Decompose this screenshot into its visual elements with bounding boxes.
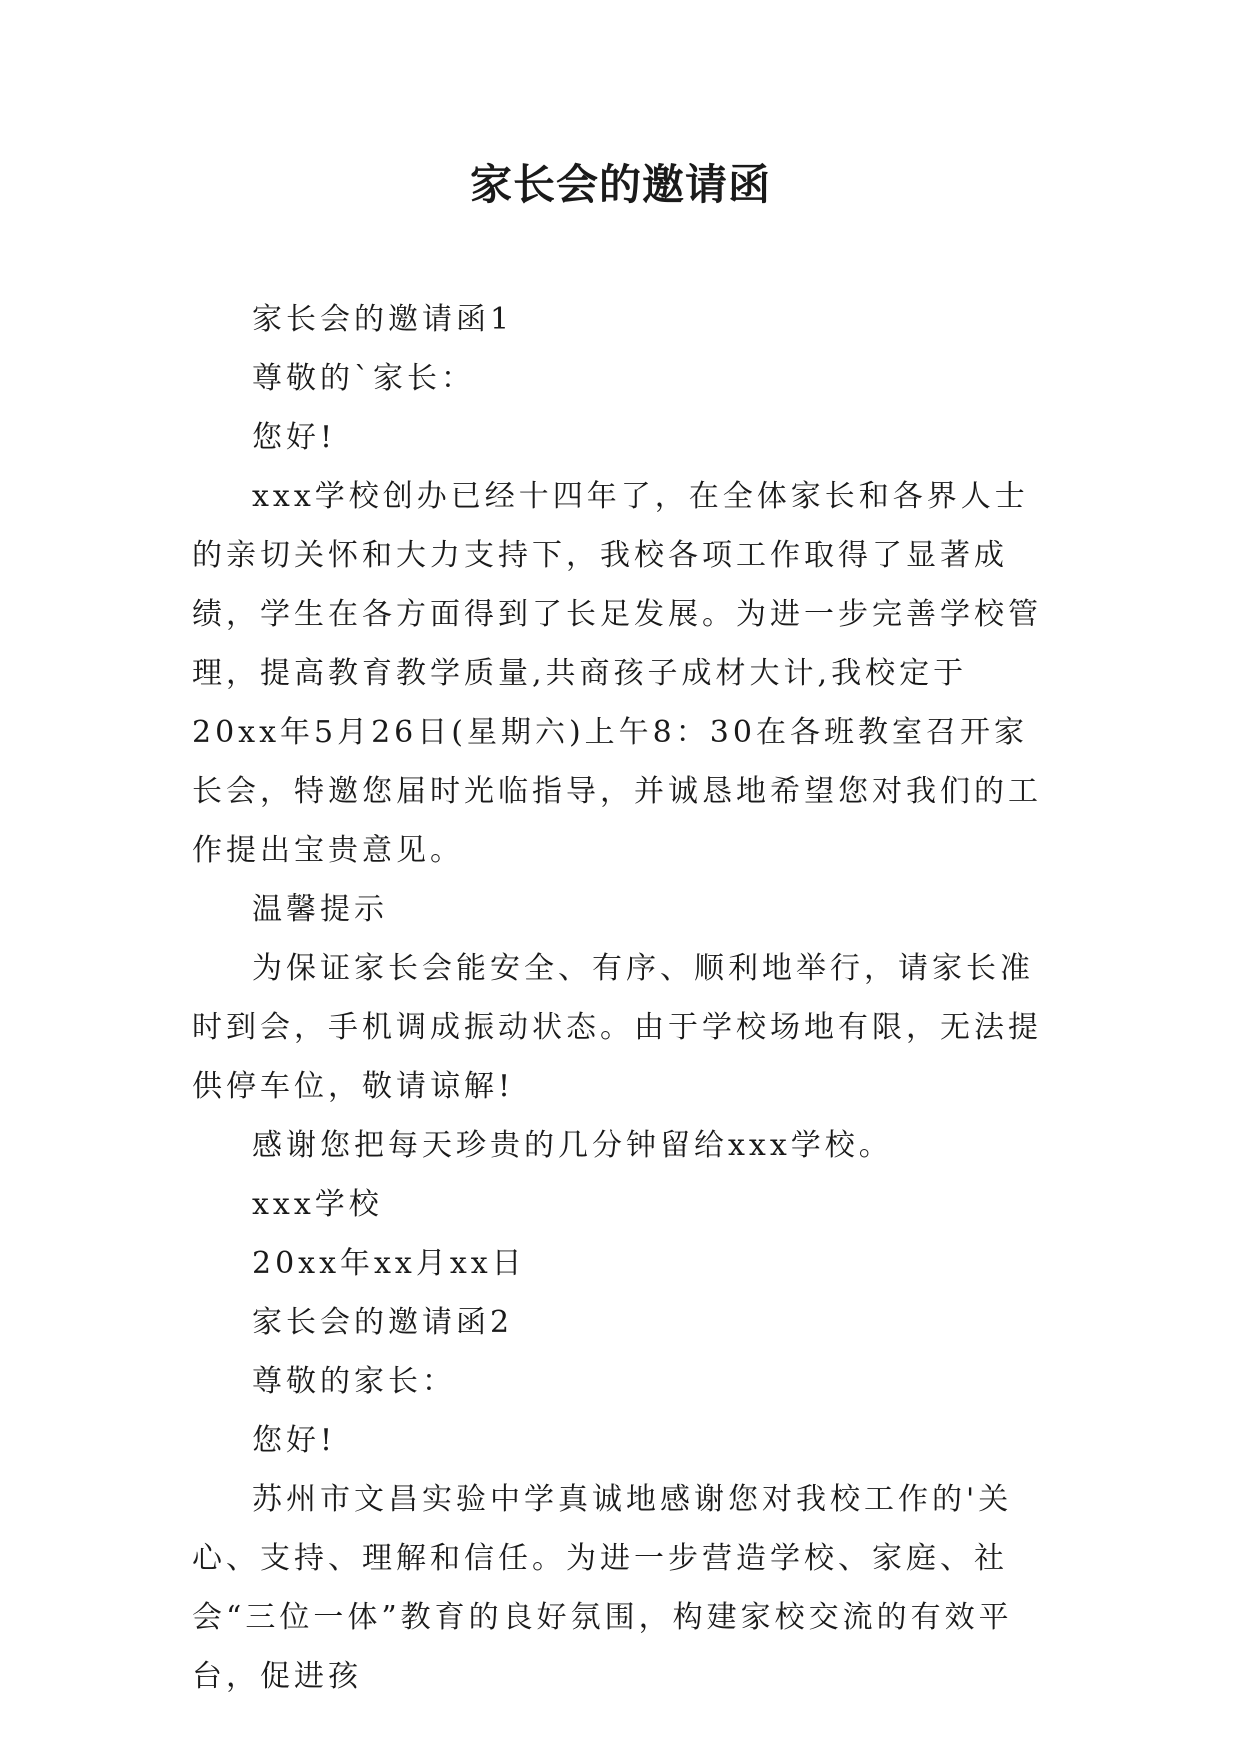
signature-school: xxx学校 xyxy=(252,1187,383,1222)
document-title: 家长会的邀请函 xyxy=(469,160,771,209)
salutation-2: 尊敬的家长： xyxy=(252,1364,456,1399)
section-heading-2: 家长会的邀请函2 xyxy=(252,1305,514,1340)
tips-paragraph: 为保证家长会能安全、有序、顺利地举行，请家长准时到会，手机调成振动状态。由于学校场地有限，无法提供停车位，敬请谅解! xyxy=(192,951,1042,1104)
thanks-line: 感谢您把每天珍贵的几分钟留给xxx学校。 xyxy=(252,1128,893,1163)
greeting-2: 您好! xyxy=(252,1423,337,1458)
section-heading-1: 家长会的邀请函1 xyxy=(252,302,514,337)
body-paragraph: xxx学校创办已经十四年了，在全体家长和各界人士的亲切关怀和大力支持下，我校各项工作取得了显著成绩，学生在各方面得到了长足发展。为进一步完善学校管理，提高教育教学质量,共商孩子成材大计,我校定于20xx年5月26日(星期六)上午8：30在各班教室召开家长会，特邀您届时光临指导，并诚恳地希望您对我们的工作提出宝贵意见。 xyxy=(192,479,1042,868)
document-body xyxy=(192,290,1047,1706)
tips-heading: 温馨提示 xyxy=(252,892,388,927)
body-paragraph-2: 苏州市文昌实验中学真诚地感谢您对我校工作的'关心、支持、理解和信任。为进一步营造学校、家庭、社会“三位一体”教育的良好氛围，构建家校交流的有效平台，促进孩 xyxy=(192,1482,1013,1694)
greeting: 您好! xyxy=(252,420,337,455)
signature-date: 20xx年xx月xx日 xyxy=(252,1246,526,1281)
salutation: 尊敬的`家长： xyxy=(252,361,475,396)
